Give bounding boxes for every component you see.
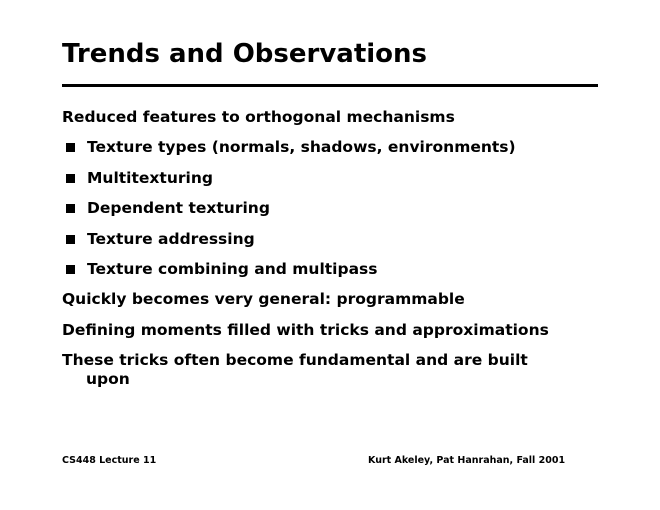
bullet-label-first-line: These tricks often become fundamental and are built: [62, 351, 528, 369]
title-divider: [62, 84, 598, 87]
bullet-line: Defining moments filled with tricks and approximations: [62, 320, 549, 339]
footer-authors-label: Kurt Akeley, Pat Hanrahan, Fall 2001: [368, 455, 566, 466]
bullet-label: Multitexturing: [87, 168, 213, 187]
bullet-label: Dependent texturing: [87, 199, 270, 218]
bullet-line: Quickly becomes very general: programmable: [62, 290, 465, 309]
bullet-line: [62, 260, 622, 279]
square-bullet-icon: [66, 235, 75, 244]
bullet-line: [62, 199, 622, 218]
bullet-line: [62, 169, 622, 188]
bullet-line-wrapped: [62, 351, 622, 390]
footer-course-label: CS448 Lecture 11: [62, 455, 157, 466]
square-bullet-icon: [66, 143, 75, 152]
bullet-label-second-line: upon: [86, 370, 130, 389]
bullet-line: [62, 230, 622, 249]
bullet-label: Texture addressing: [87, 229, 255, 248]
bullet-label: Texture types (normals, shadows, environments): [87, 138, 516, 157]
slide-body: [62, 108, 622, 401]
square-bullet-icon: [66, 174, 75, 183]
page-title: Trends and Observations: [62, 39, 428, 69]
bullet-line: Reduced features to orthogonal mechanisms: [62, 108, 455, 126]
bullet-line: [62, 138, 622, 157]
bullet-label: Texture combining and multipass: [87, 259, 378, 278]
square-bullet-icon: [66, 265, 75, 274]
square-bullet-icon: [66, 204, 75, 213]
